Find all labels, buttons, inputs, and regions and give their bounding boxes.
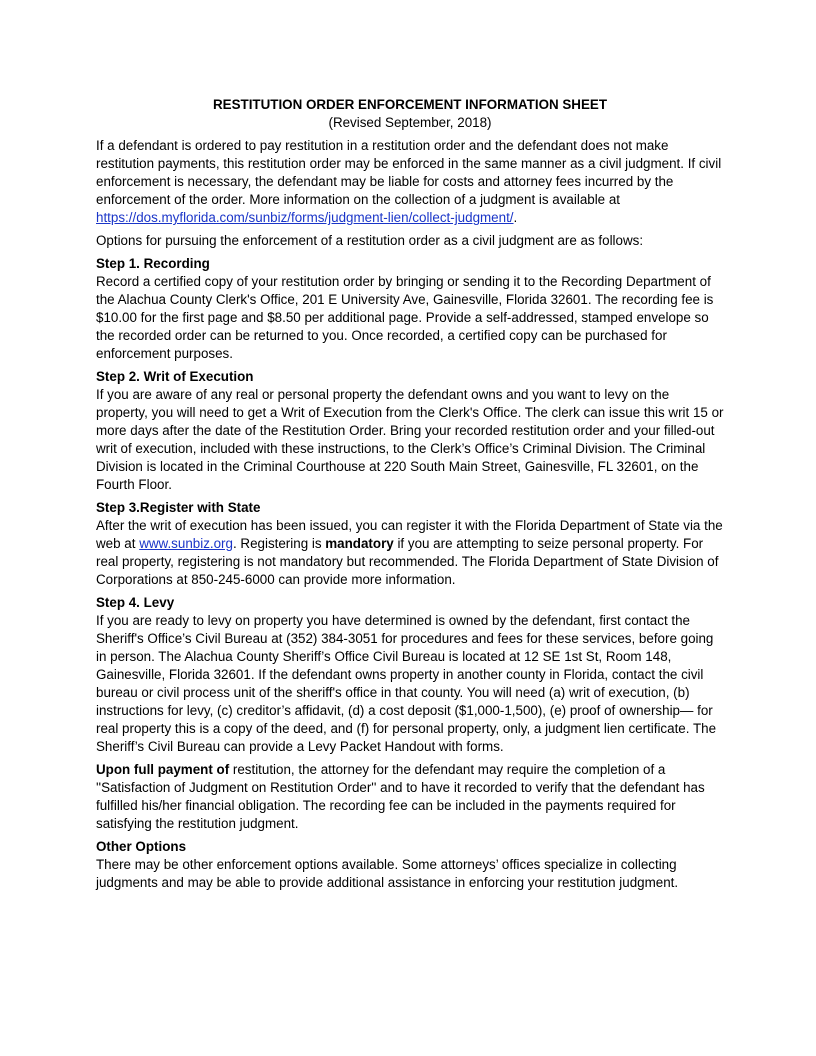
judgment-collection-link[interactable]: https://dos.myflorida.com/sunbiz/forms/judgment-lien/collect-judgment/ xyxy=(96,210,514,225)
step3-text-after: if you are attempting to seize personal property. For real property, registering is not mandatory but recommended. The Florida Department of State Division of Corporations at 850-245-6000 can provide more information. xyxy=(96,536,719,587)
step1-heading: Step 1. Recording xyxy=(96,256,210,271)
step1-section xyxy=(96,255,724,363)
step4-heading: Step 4. Levy xyxy=(96,595,175,610)
document-title: RESTITUTION ORDER ENFORCEMENT INFORMATION SHEET xyxy=(212,97,608,112)
step1-text: Record a certified copy of your restitution order by bringing or sending it to the Recording Department of the Alachua County Clerk's Office, 201 E University Ave, Gainesville, Florida 32601. The recording fee is $10.00 for the first page and $8.50 per additional page. Provide a self-addressed, stamped envelope so the recorded order can be returned to you. Once recorded, a certified copy can be purchased for enforcement purposes. xyxy=(96,274,714,361)
step4-text: If you are ready to levy on property you have determined is owned by the defendant, first contact the Sheriff's Office’s Civil Bureau at (352) 384-3051 for procedures and fees for these services, before going in person. The Alachua County Sheriff’s Office Civil Bureau is located at 12 SE 1st St, Room 148, Gainesville, Florida 32601. If the defendant owns property in another county in Florida, contact the civil bureau or civil process unit of the sheriff's office in that county. You will need (a) writ of execution, (b) instructions for levy, (c) creditor’s affidavit, (d) a cost deposit ($1,000-1,500), (e) proof of ownership— for real property this is a copy of the deed, and (f) for personal property, only, a judgment lien certificate. The Sheriff’s Civil Bureau can provide a Levy Packet Handout with forms. xyxy=(96,613,717,754)
step2-section xyxy=(96,368,724,494)
step3-mandatory-bold: mandatory xyxy=(325,536,394,551)
step3-text-before: After the writ of execution has been issued, you can register it with the Florida Department of State via the web at xyxy=(96,518,723,551)
document-subtitle: (Revised September, 2018) xyxy=(328,115,492,130)
options-intro: Options for pursuing the enforcement of a restitution order as a civil judgment are as follows: xyxy=(96,233,644,248)
step3-section xyxy=(96,499,724,589)
step2-heading: Step 2. Writ of Execution xyxy=(96,369,254,384)
other-options-heading: Other Options xyxy=(96,839,187,854)
full-payment-paragraph xyxy=(96,761,724,833)
intro-text: If a defendant is ordered to pay restitution in a restitution order and the defendant does not make restitution payments, this restitution order may be enforced in the same manner as a civil judgment. If civil enforcement is necessary, the defendant may be liable for costs and attorney fees incurred by the enforcement of the order. More information on the collection of a judgment is available at xyxy=(96,138,722,207)
other-options-section xyxy=(96,838,724,892)
sunbiz-link[interactable]: www.sunbiz.org xyxy=(139,536,233,551)
intro-end: . xyxy=(513,210,518,225)
document-page xyxy=(96,96,724,897)
step4-section xyxy=(96,594,724,756)
full-payment-bold: Upon full payment of xyxy=(96,762,230,777)
step3-text-mid: . Registering is xyxy=(232,536,326,551)
intro-paragraph xyxy=(96,137,724,227)
other-options-text: There may be other enforcement options available. Some attorneys’ offices specialize in collecting judgments and may be able to provide additional assistance in enforcing your restitution judgment. xyxy=(96,857,679,890)
step3-heading: Step 3.Register with State xyxy=(96,500,261,515)
step2-text: If you are aware of any real or personal property the defendant owns and you want to levy on the property, you will need to get a Writ of Execution from the Clerk's Office. The clerk can issue this writ 15 or more days after the date of the Restitution Order. Bring your recorded restitution order and your filled-out writ of execution, included with these instructions, to the Clerk’s Office’s Criminal Division. The Criminal Division is located in the Criminal Courthouse at 220 South Main Street, Gainesville, FL 32601, on the Fourth Floor. xyxy=(96,387,724,492)
full-payment-text: restitution, the attorney for the defendant may require the completion of a ''Satisfaction of Judgment on Restitution Order'' and to have it recorded to verify that the defendant has fulfilled his/her financial obligation. The recording fee can be included in the payments required for satisfying the restitution judgment. xyxy=(96,762,705,831)
